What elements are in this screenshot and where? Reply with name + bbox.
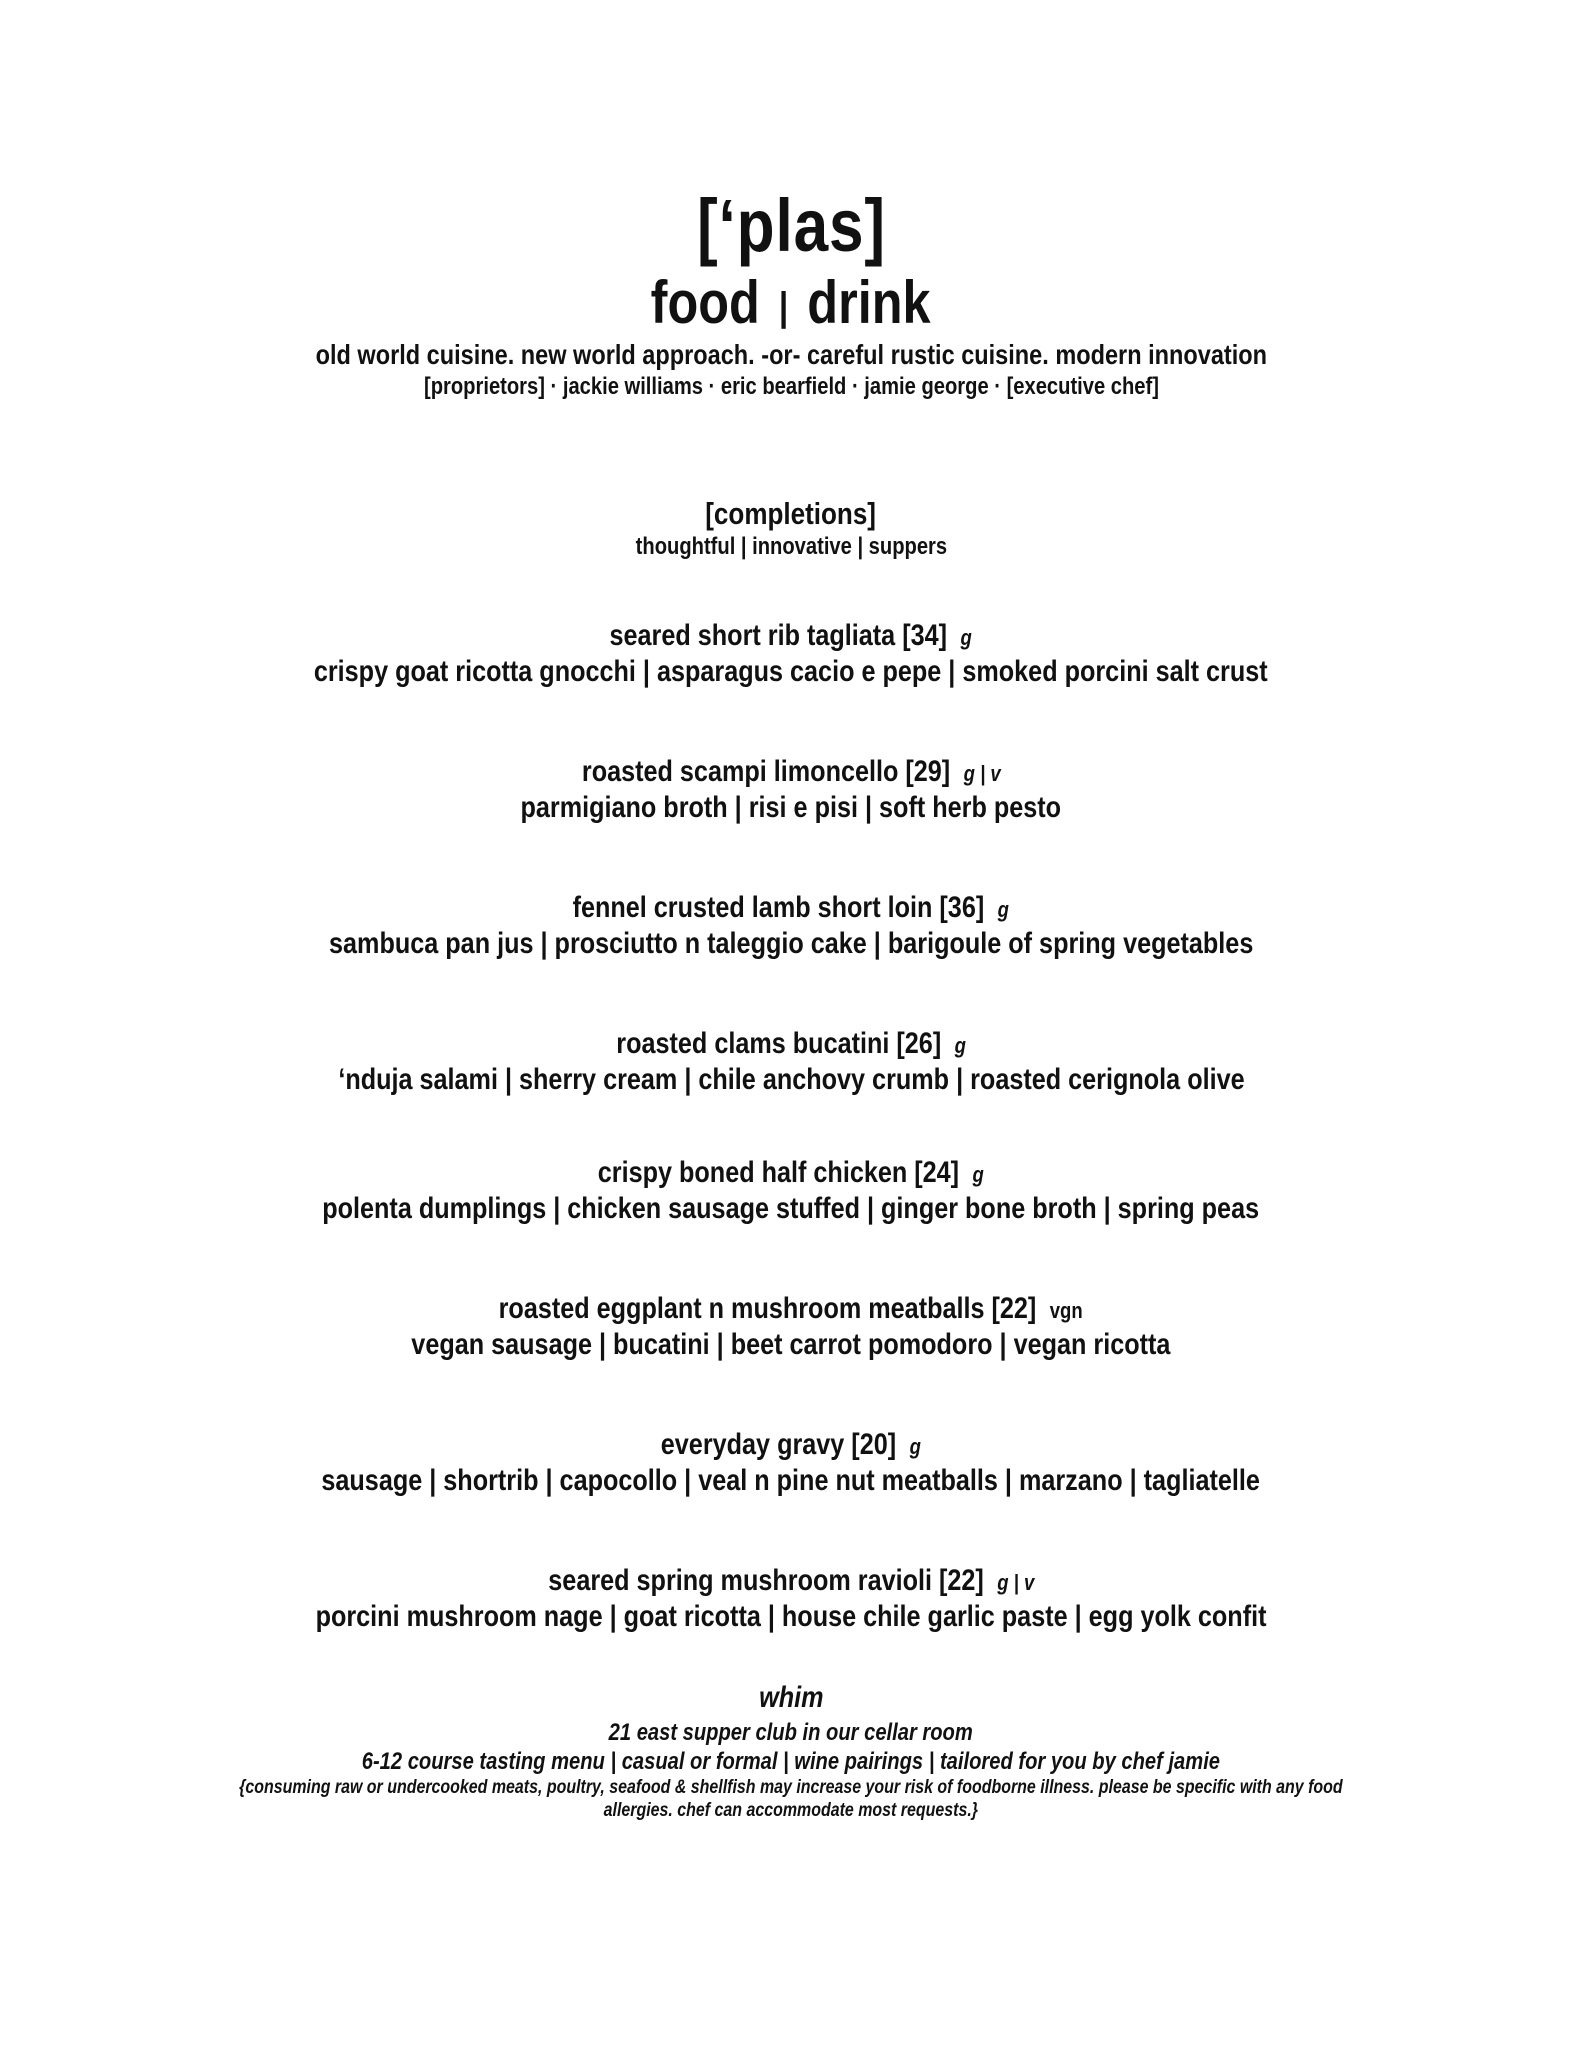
dish-tag: g — [997, 897, 1010, 922]
dish-name: roasted eggplant n mushroom meatballs [22] vgn — [498, 1292, 1084, 1325]
dish-tag: g | v — [996, 1570, 1034, 1595]
dish-name: roasted clams bucatini [26] g — [616, 1027, 966, 1060]
supper-club-line: 21 east supper club in our cellar room — [608, 1719, 974, 1746]
tasting-menu-line: 6-12 course tasting menu | casual or formal | wine pairings | tailored for you by chef jamie — [361, 1748, 1221, 1775]
dish-description: vegan sausage | bucatini | beet carrot pomodoro | vegan ricotta — [411, 1328, 1171, 1361]
food-safety-disclaimer: {consuming raw or undercooked meats, poultry, seafood & shellfish may increase your risk of foodborne illness. please be specific with any food — [239, 1777, 1343, 1798]
dish-tag: g | v — [963, 761, 1001, 786]
section-subtitle: thoughtful | innovative | suppers — [635, 533, 947, 560]
dish-description: sausage | shortrib | capocollo | veal n pine nut meatballs | marzano | tagliatelle — [321, 1464, 1261, 1497]
restaurant-subtitle — [0, 270, 1582, 340]
tagline: old world cuisine. new world approach. -or- careful rustic cuisine. modern innovation — [315, 339, 1267, 370]
dish-description: porcini mushroom nage | goat ricotta | house chile garlic paste | egg yolk confit — [315, 1600, 1267, 1633]
dish-tag: g — [960, 625, 973, 650]
subtitle-food: food — [651, 269, 761, 336]
dish-name: fennel crusted lamb short loin [36] g — [572, 891, 1010, 924]
section-title: [completions] — [705, 496, 877, 531]
subtitle-drink: drink — [807, 269, 931, 336]
dish-name: seared spring mushroom ravioli [22] g | v — [548, 1564, 1034, 1597]
dish-name: crispy boned half chicken [24] g — [597, 1156, 985, 1189]
food-safety-disclaimer-continued: allergies. chef can accommodate most requests.} — [603, 1800, 979, 1821]
dish-tag: g — [972, 1162, 985, 1187]
dish-tag: g — [954, 1033, 966, 1058]
restaurant-name: [‘plas] — [696, 184, 886, 267]
dish-description: sambuca pan jus | prosciutto n taleggio cake | barigoule of spring vegetables — [328, 927, 1254, 960]
dish-tag: vgn — [1050, 1298, 1084, 1323]
staff-line: [proprietors] · jackie williams · eric bearfield · jamie george · [executive chef] — [423, 373, 1159, 400]
dish-description: crispy goat ricotta gnocchi | asparagus cacio e pepe | smoked porcini salt crust — [314, 655, 1268, 688]
dish-name: roasted scampi limoncello [29] g | v — [581, 755, 1001, 788]
dish-name: everyday gravy [20] g — [660, 1428, 922, 1461]
whim-heading: whim — [758, 1681, 824, 1714]
dish-tag: g — [909, 1434, 922, 1459]
dish-description: polenta dumplings | chicken sausage stuffed | ginger bone broth | spring peas — [322, 1192, 1260, 1225]
dish-description: ‘nduja salami | sherry cream | chile anchovy crumb | roasted cerignola olive — [337, 1063, 1245, 1096]
dish-description: parmigiano broth | risi e pisi | soft herb pesto — [520, 791, 1062, 824]
subtitle-separator: | — [779, 285, 789, 330]
dish-name: seared short rib tagliata [34] g — [609, 619, 973, 652]
